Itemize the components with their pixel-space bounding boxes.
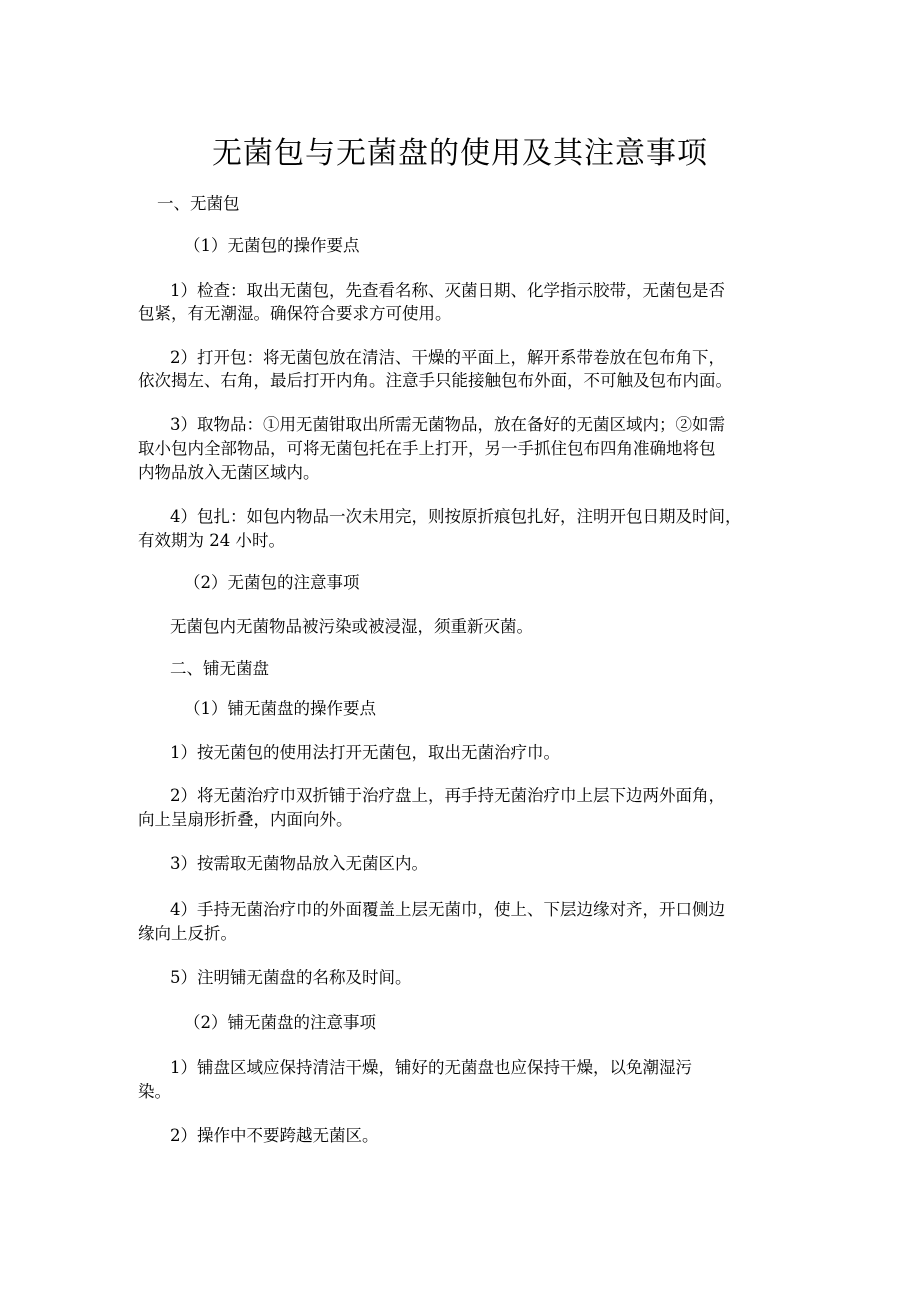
paragraph-line: 4）包扎：如包内物品一次未用完，则按原折痕包扎好，注明开包日期及时间， xyxy=(170,507,742,526)
section-heading-sterile-pack: 一、无菌包 xyxy=(157,194,240,213)
paragraph-line: 内物品放入无菌区域内。 xyxy=(138,463,320,482)
subsection-heading-tray-notes: （2）铺无菌盘的注意事项 xyxy=(184,1013,376,1032)
paragraph-line: 3）按需取无菌物品放入无菌区内。 xyxy=(170,854,428,873)
document-title: 无菌包与无菌盘的使用及其注意事项 xyxy=(212,136,708,171)
subsection-heading-tray-operation: （1）铺无菌盘的操作要点 xyxy=(184,699,376,718)
paragraph-line: 有效期为 24 小时。 xyxy=(138,531,285,550)
paragraph-line: 2）将无菌治疗巾双折铺于治疗盘上，再手持无菌治疗巾上层下边两外面角， xyxy=(170,786,725,805)
paragraph-line: 染。 xyxy=(138,1082,171,1101)
paragraph-line: 取小包内全部物品，可将无菌包托在手上打开，另一手抓住包布四角准确地将包 xyxy=(138,439,716,458)
paragraph-line: 2）打开包：将无菌包放在清洁、干燥的平面上，解开系带卷放在包布角下， xyxy=(170,348,725,367)
paragraph-line: 2）操作中不要跨越无菌区。 xyxy=(170,1126,379,1145)
paragraph-line: 无菌包内无菌物品被污染或被浸湿，须重新灭菌。 xyxy=(170,617,533,636)
paragraph-line: 1）铺盘区域应保持清洁干燥，铺好的无菌盘也应保持干燥，以免潮湿污 xyxy=(170,1058,692,1077)
paragraph-line: 4）手持无菌治疗巾的外面覆盖上层无菌巾，使上、下层边缘对齐，开口侧边 xyxy=(170,900,725,919)
paragraph-line: 5）注明铺无菌盘的名称及时间。 xyxy=(170,968,412,987)
subsection-heading-pack-operation: （1）无菌包的操作要点 xyxy=(184,236,360,255)
paragraph-line: 依次揭左、右角，最后打开内角。注意手只能接触包布外面，不可触及包布内面。 xyxy=(138,371,732,390)
paragraph-line: 缘向上反折。 xyxy=(138,924,237,943)
subsection-heading-pack-notes: （2）无菌包的注意事项 xyxy=(184,573,360,592)
paragraph-line: 向上呈扇形折叠，内面向外。 xyxy=(138,810,353,829)
paragraph-line: 3）取物品：①用无菌钳取出所需无菌物品，放在备好的无菌区域内；②如需 xyxy=(170,415,725,434)
section-heading-sterile-tray: 二、铺无菌盘 xyxy=(170,659,269,678)
paragraph-line: 1）按无菌包的使用法打开无菌包，取出无菌治疗巾。 xyxy=(170,743,560,762)
paragraph-line: 1）检查：取出无菌包，先查看名称、灭菌日期、化学指示胶带，无菌包是否 xyxy=(170,281,725,300)
paragraph-line: 包紧，有无潮湿。确保符合要求方可使用。 xyxy=(138,304,452,323)
